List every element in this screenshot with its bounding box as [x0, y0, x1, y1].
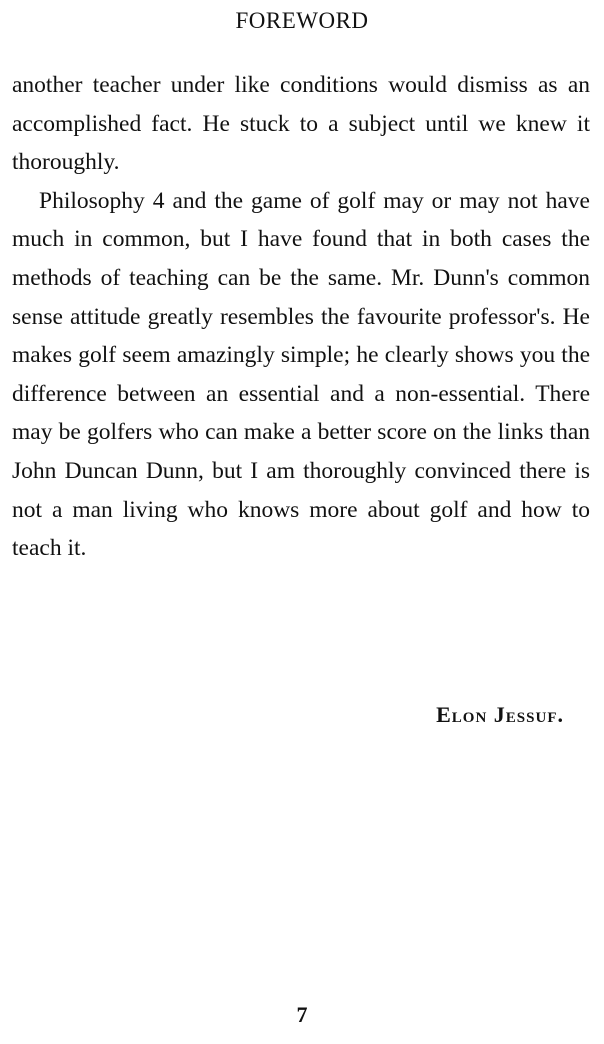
page-number: 7	[296, 1002, 308, 1027]
paragraph: Philosophy 4 and the game of golf may or may not have much in common, but I have found that in both cases the methods of teaching can be the same. Mr. Dunn's common sense attitude greatly resembles the favourite professor's. He makes golf seem amazingly simple; he clearly shows you the difference between an essential and a non-essential. There may be golfers who can make a better score on the links than John Duncan Dunn, but I am thoroughly convinced there is not a man living who knows more about golf and how to teach it.	[12, 187, 590, 562]
paragraph-continuation: another teacher under like conditions would dismiss as an accomplished fact. He stuck to a subject until we knew it thoroughly.	[12, 72, 590, 176]
author-signature: Elon Jessuf.	[436, 702, 564, 727]
foreword-body	[12, 66, 590, 568]
running-head: FOREWORD	[235, 8, 369, 33]
